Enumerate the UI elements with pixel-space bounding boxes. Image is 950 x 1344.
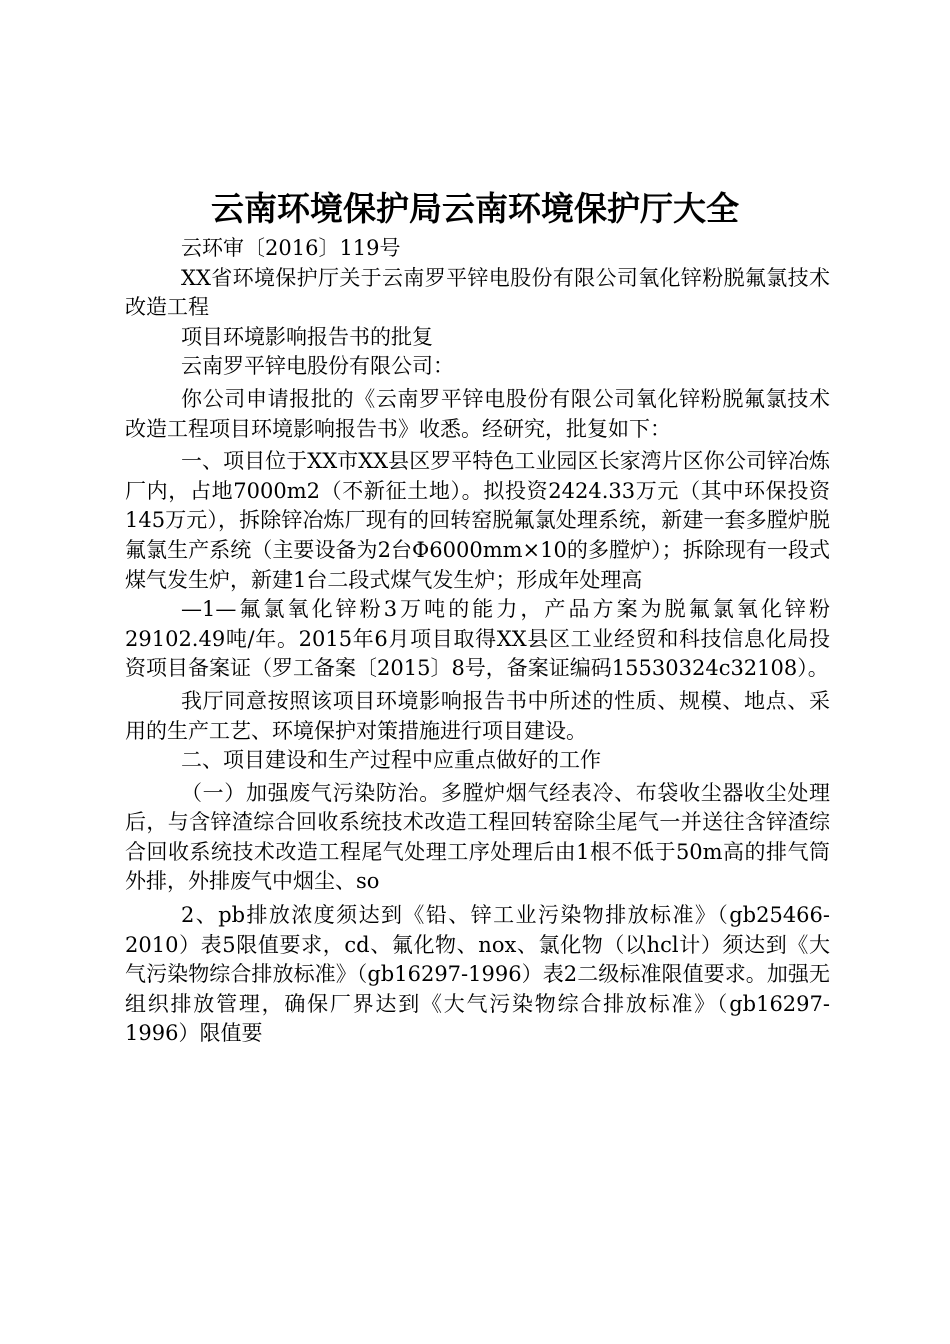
body-paragraph: 我厅同意按照该项目环境影响报告书中所述的性质、规模、地点、采用的生产工艺、环境保护对策措施进行项目建设。: [125, 688, 830, 743]
body-paragraph: 2、pb排放浓度须达到《铅、锌工业污染物排放标准》（gb25466-2010）表5限值要求，cd、氟化物、nox、氯化物（以hcl计）须达到《大气污染物综合排放标准》（gb16297-1996）表2二级标准限值要求。加强无组织排放管理，确保厂界达到《大气污染物综合排放标准》（gb16297-1996）限值要: [125, 903, 830, 1046]
document-number: 云环审〔2016〕119号: [181, 236, 401, 260]
body-paragraph: 你公司申请报批的《云南罗平锌电股份有限公司氧化锌粉脱氟氯技术改造工程项目环境影响报告书》收悉。经研究，批复如下：: [125, 386, 830, 441]
body-paragraph: （一）加强废气污染防治。多膛炉烟气经表冷、布袋收尘器收尘处理后，与含锌渣综合回收系统技术改造工程回转窑除尘尾气一并送往含锌渣综合回收系统技术改造工程尾气处理工序处理后由1根不低于50m高的排气筒外排，外排废气中烟尘、so: [125, 780, 830, 894]
body-paragraph: —1—氟氯氧化锌粉3万吨的能力，产品方案为脱氟氯氧化锌粉29102.49吨/年。2015年6月项目取得XX县区工业经贸和科技信息化局投资项目备案证（罗工备案〔2015〕8号，备案证编码15530324c32108）。: [125, 597, 830, 681]
section-heading: 二、项目建设和生产过程中应重点做好的工作: [181, 748, 601, 773]
approval-heading-continued: 项目环境影响报告书的批复: [181, 324, 433, 349]
document-title: 云南环境保护局云南环境保护厅大全: [211, 189, 739, 228]
recipient: 云南罗平锌电股份有限公司：: [181, 354, 454, 379]
document-body: [125, 234, 830, 1049]
body-paragraph: 一、项目位于XX市XX县区罗平特色工业园区长家湾片区你公司锌冶炼厂内，占地7000m2（不新征土地）。拟投资2424.33万元（其中环保投资145万元），拆除锌冶炼厂现有的回转窑脱氟氯处理系统，新建一套多膛炉脱氟氯生产系统（主要设备为2台Φ6000mm×10的多膛炉）；拆除现有一段式煤气发生炉，新建1台二段式煤气发生炉；形成年处理高: [125, 449, 830, 592]
approval-heading: XX省环境保护厅关于云南罗平锌电股份有限公司氧化锌粉脱氟氯技术改造工程: [125, 265, 830, 320]
